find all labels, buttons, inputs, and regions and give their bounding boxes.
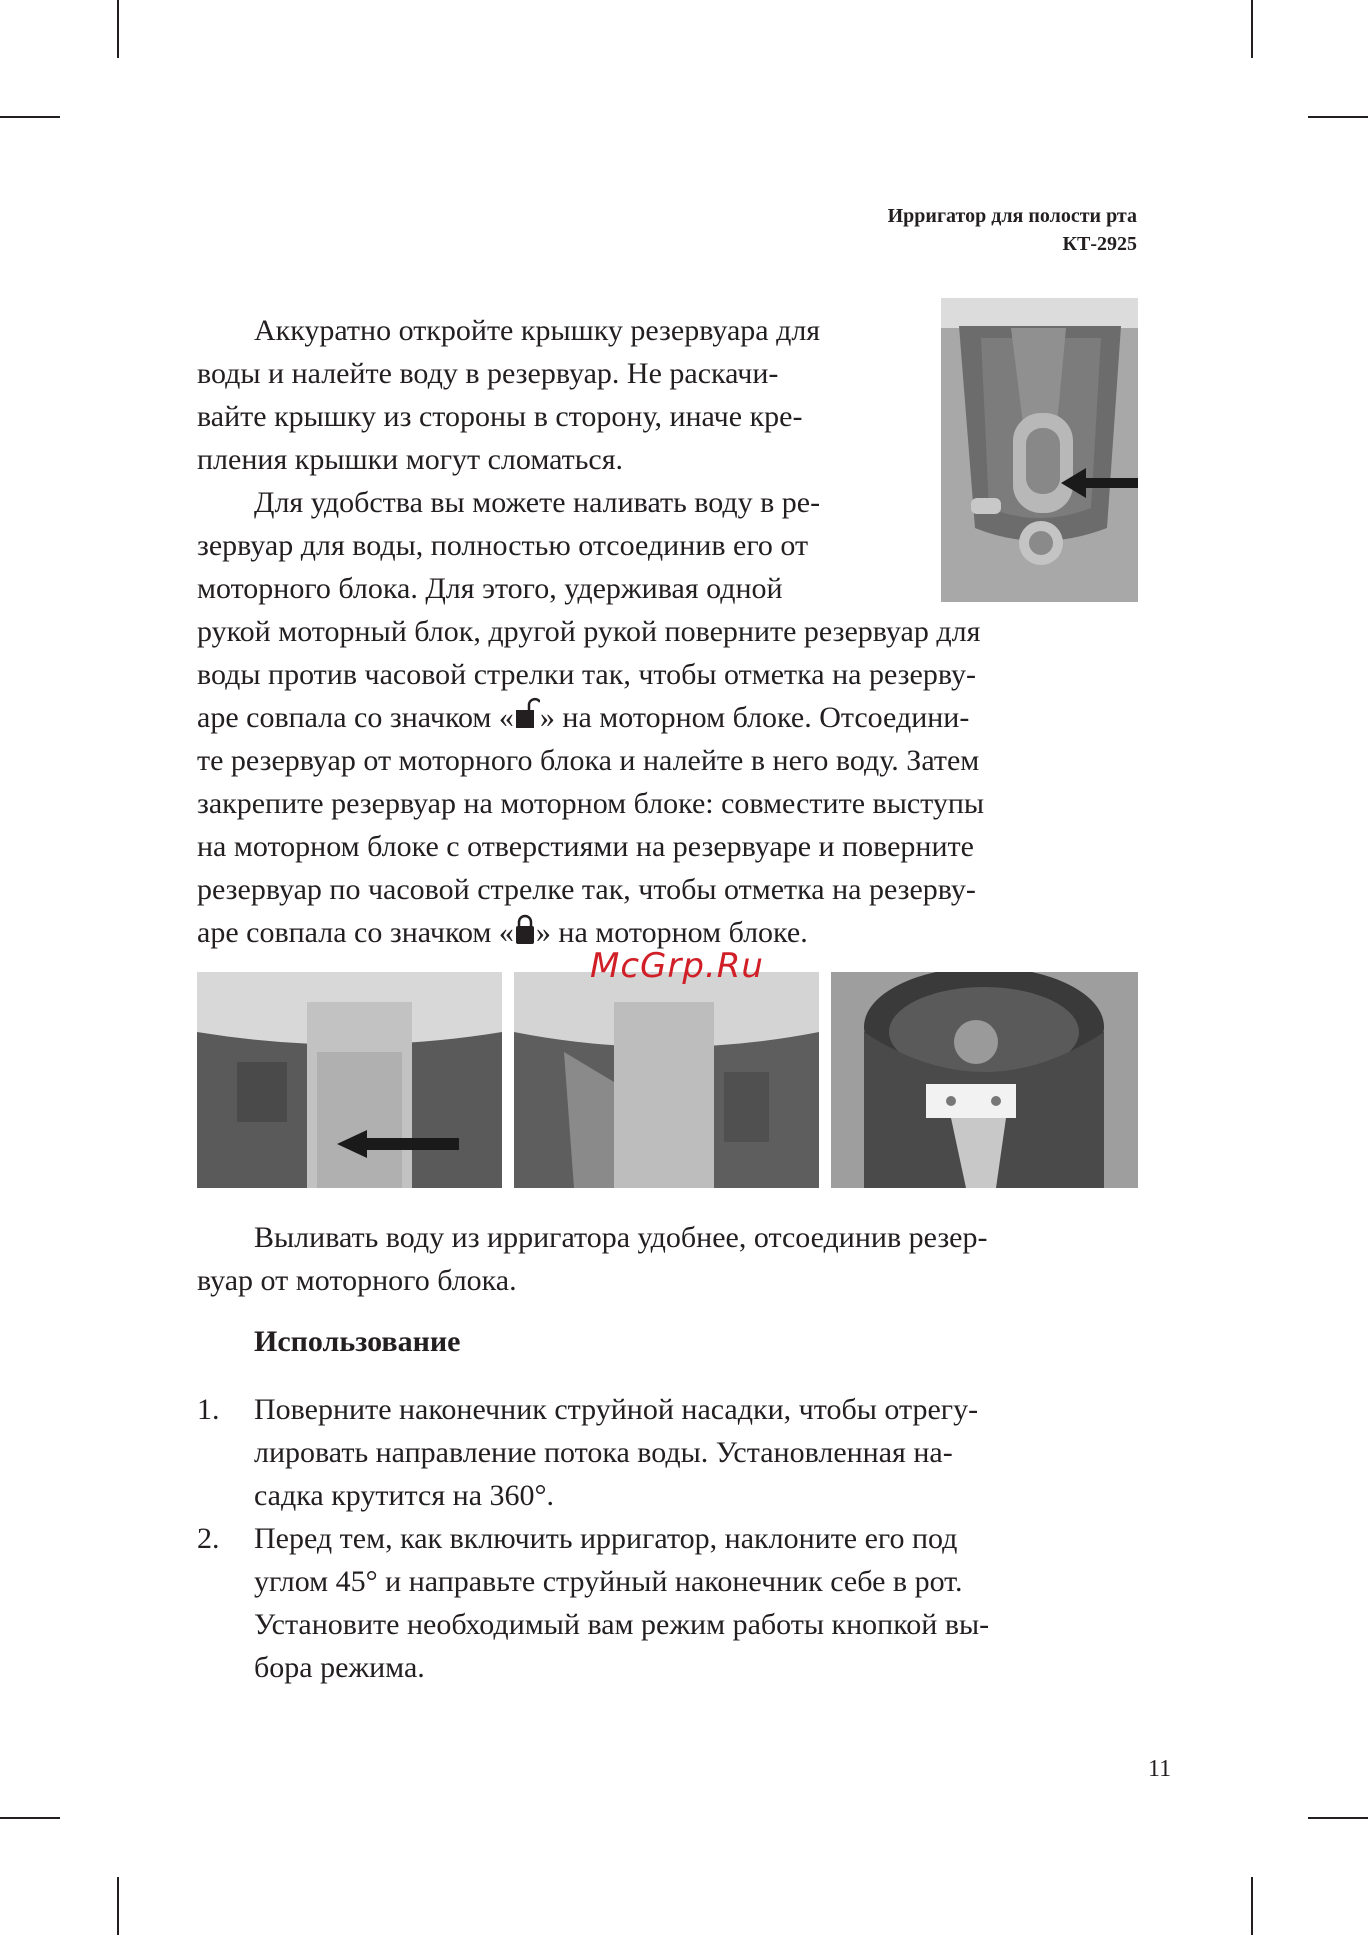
reservoir-photo (941, 298, 1138, 602)
drain-note: Выливать воду из ирригатора удобнее, отсоединив резер- вуар от моторного блока. (197, 1221, 988, 1297)
watermark: McGrp.Ru (590, 946, 764, 986)
page-number: 11 (1148, 1756, 1172, 1782)
crop-mark (1251, 0, 1253, 58)
attach-photo-1 (197, 972, 502, 1188)
intro-paragraph-1: Аккуратно откройте крышку резервуара для воды и налейте воду в резервуар. Не раскачи- вайте крышку из стороны в сторону, иначе кре- пления крышки могут сломаться. (197, 314, 821, 476)
crop-mark (1308, 116, 1368, 118)
unlock-icon (514, 696, 540, 730)
header-title: Ирригатор для полости рта (887, 205, 1137, 227)
crop-mark (0, 116, 60, 118)
usage-heading: Использование (254, 1325, 461, 1358)
crop-mark (117, 0, 119, 58)
attach-photo-3 (831, 972, 1138, 1188)
crop-mark (0, 1817, 60, 1819)
crop-mark (117, 1877, 119, 1935)
lock-icon (514, 913, 536, 945)
intro-paragraph-2: Для удобства вы можете наливать воду в ре- зервуар для воды, полностью отсоединив его от моторного блока. Для этого, удерживая одной рукой моторный блок, другой рукой поверните резервуар для воды против часовой стрелки так, чтобы отметка на резерву- аре совпала со значком « » на моторном блоке. Отсоедини- те резервуар от моторного блока и налейте в него воду. Затем закрепите резервуар на моторном блоке: совместите выступы на моторном блоке с отверстиями на резервуаре и поверните резервуар по часовой стрелке так, чтобы отметка на резерву- аре совпала со значком « » на моторном блоке. (197, 486, 985, 949)
crop-mark (1308, 1817, 1368, 1819)
running-header (888, 202, 1137, 258)
header-model: КТ-2925 (1062, 233, 1137, 255)
attach-photo-2 (514, 972, 819, 1188)
crop-mark (1251, 1877, 1253, 1935)
